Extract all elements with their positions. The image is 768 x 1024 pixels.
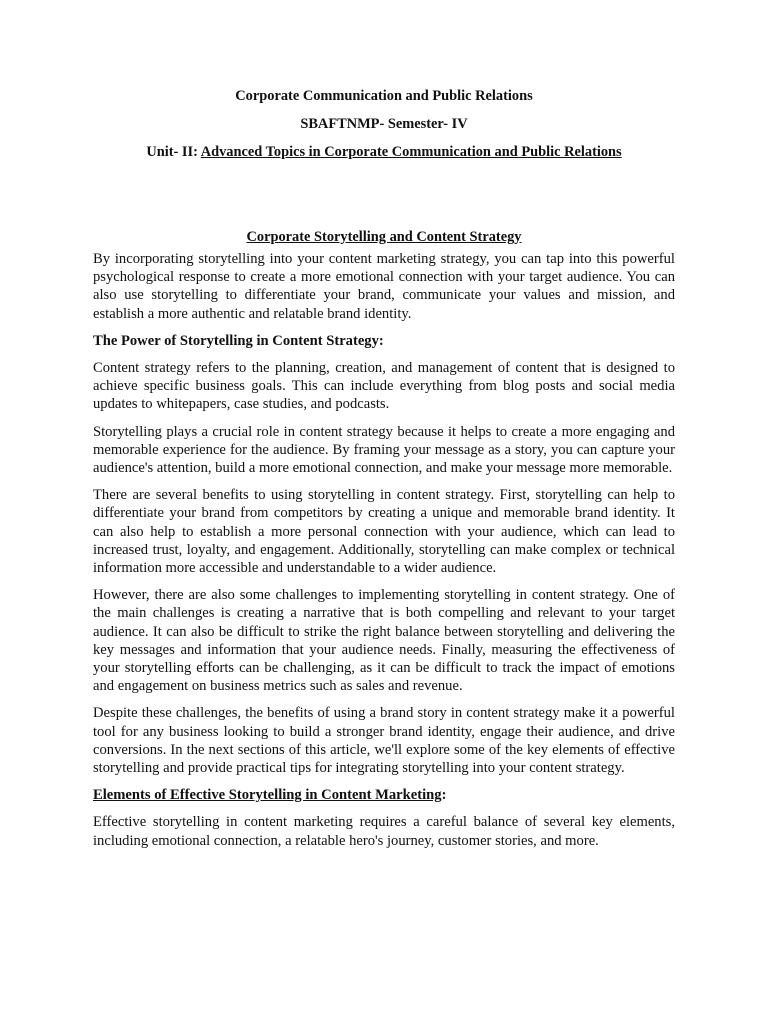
intro-paragraph: By incorporating storytelling into your content marketing strategy, you can tap into this powerful psychological response to create a more emotional connection with your target audience. You can also use storytelling to differentiate your brand, communicate your values and mission, and establish a more authentic and relatable brand identity. bbox=[93, 251, 675, 322]
elements-heading-colon: : bbox=[441, 787, 447, 804]
section-title: Corporate Storytelling and Content Strategy bbox=[246, 229, 522, 245]
power-paragraph-1: Content strategy refers to the planning, creation, and management of content that is designed to achieve specific business goals. This can include everything from blog posts and social media updates to whitepapers, case studies, and podcasts. bbox=[93, 360, 675, 413]
document-page bbox=[93, 86, 675, 859]
unit-title: Advanced Topics in Corporate Communication and Public Relations bbox=[200, 144, 622, 160]
power-paragraph-4: However, there are also some challenges to implementing storytelling in content strategy. One of the main challenges is creating a narrative that is both compelling and relevant to your target audience. It can also be difficult to strike the right balance between storytelling and delivering the key messages and information that your audience needs. Finally, measuring the effectiveness of your storytelling efforts can be challenging, as it can be difficult to track the impact of emotions and engagement on business metrics such as sales and revenue. bbox=[93, 587, 675, 695]
unit-prefix: Unit- II: bbox=[146, 144, 201, 160]
elements-paragraph: Effective storytelling in content marketing requires a careful balance of several key elements, including emotional connection, a relatable hero's journey, customer stories, and more. bbox=[93, 814, 675, 849]
elements-heading bbox=[93, 786, 675, 804]
unit-heading bbox=[93, 142, 675, 162]
elements-heading-text: Elements of Effective Storytelling in Content Marketing bbox=[93, 787, 442, 804]
power-paragraph-2: Storytelling plays a crucial role in content strategy because it helps to create a more engaging and memorable experience for the audience. By framing your message as a story, you can capture your audience's attention, build a more emotional connection, and make your message more memorable. bbox=[93, 423, 675, 477]
course-title: Corporate Communication and Public Relations bbox=[235, 88, 533, 104]
course-code: SBAFTNMP- Semester- IV bbox=[300, 116, 468, 132]
power-heading: The Power of Storytelling in Content Strategy: bbox=[93, 332, 384, 349]
power-paragraph-3: There are several benefits to using storytelling in content strategy. First, storytelling can help to differentiate your brand from competitors by creating a unique and memorable brand identity. It can also help to establish a more personal connection with your audience, which can lead to increased trust, loyalty, and engagement. Additionally, storytelling can make complex or technical information more accessible and understandable to a wider audience. bbox=[93, 487, 675, 577]
power-paragraph-5: Despite these challenges, the benefits of using a brand story in content strategy make it a powerful tool for any business looking to build a stronger brand identity, engage their audience, and drive conversions. In the next sections of this article, we'll explore some of the key elements of effective storytelling and provide practical tips for integrating storytelling into your content strategy. bbox=[93, 705, 675, 777]
